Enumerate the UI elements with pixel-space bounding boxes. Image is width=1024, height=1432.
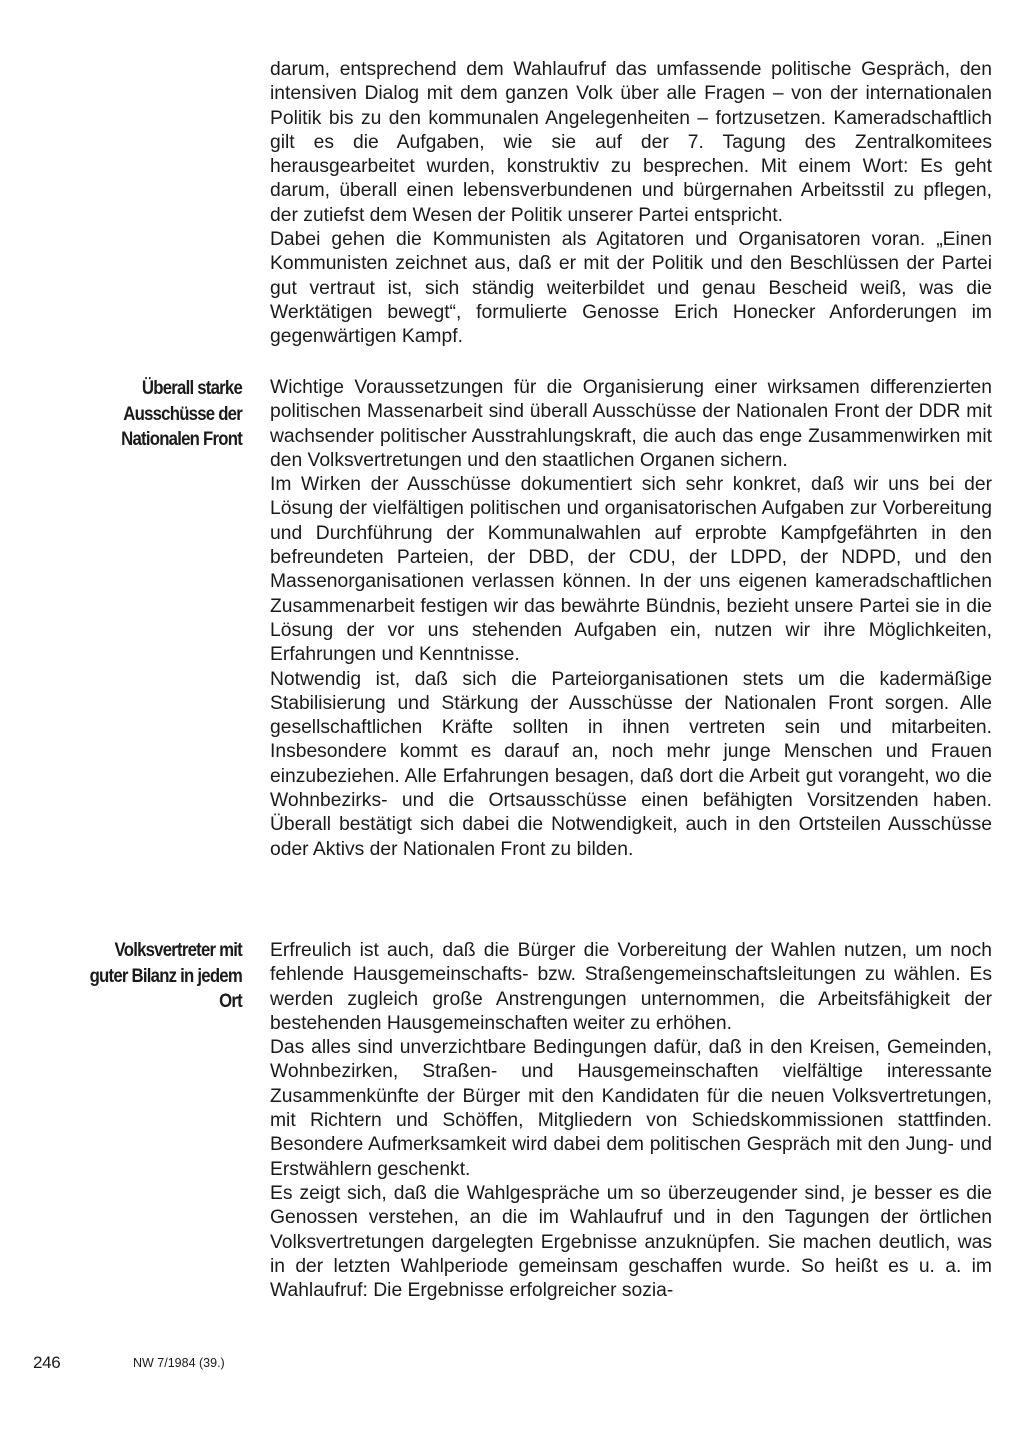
side-heading-nationale-front: Überall starke Ausschüsse der Nationalen Front	[121, 377, 242, 450]
paragraph: Das alles sind unverzichtbare Bedingungen dafür, daß in den Kreisen, Gemeinden, Wohnbezirken, Straßen- und Hausgemeinschaften vielfältige interessante Zusammenkünfte der Bürger mit den Kandidaten für die neuen Volksvertretungen, mit Richtern und Schöffen, Mitgliedern von Schiedskommissionen stattfinden. Besondere Aufmerksamkeit wird dabei dem politischen Gespräch mit den Jung- und Erstwählern geschenkt.	[270, 1037, 992, 1180]
text-block-ausschuesse	[270, 376, 992, 862]
paragraph: Im Wirken der Ausschüsse dokumentiert sich sehr konkret, daß wir uns bei der Lösung der vielfältigen politischen und organisatorischen Aufgaben zur Vorbereitung und Durchführung der Kommunalwahlen auf erprobte Kampfgefährten in den befreundeten Parteien, der DBD, der CDU, der LDPD, der NDPD, und den Massenorganisationen verlassen können. In der uns eigenen kameradschaftlichen Zusammenarbeit festigen wir das bewährte Bündnis, bezieht unsere Partei sie in die Lösung der vor uns stehenden Aufgaben ein, nutzen wir ihre Möglichkeiten, Erfahrungen und Kenntnisse.	[270, 474, 992, 666]
paragraph: Wichtige Voraussetzungen für die Organisierung einer wirksamen differenzierten politischen Massenarbeit sind überall Ausschüsse der Nationalen Front der DDR mit wachsender politischer Ausstrahlungskraft, die auch das enge Zusammenwirken mit den Volksvertretungen und den staatlichen Organen sichern.	[270, 377, 992, 471]
text-block-intro	[270, 58, 992, 350]
issue-reference: NW 7/1984 (39.)	[133, 1356, 225, 1370]
side-heading-volksvertreter: Volksvertreter mit guter Bilanz in jedem Ort	[89, 939, 242, 1012]
paragraph: Es zeigt sich, daß die Wahlgespräche um so überzeugender sind, je besser es die Genossen verstehen, an die im Wahlaufruf und in den Tagungen der örtlichen Volksvertretungen dargelegten Ergebnisse anzuknüpfen. Sie machen deutlich, was in der letzten Wahlperiode gemeinsam geschaffen wurde. So heißt es u. a. im Wahlaufruf: Die Ergebnisse erfolgreicher sozia-	[270, 1182, 992, 1302]
paragraph: darum, entsprechend dem Wahlaufruf das umfassende politische Gespräch, den intensiven Dialog mit dem ganzen Volk über alle Fragen – von der internationalen Politik bis zu den kommunalen Angelegenheiten – fortzusetzen. Kameradschaftlich gilt es die Aufgaben, wie sie auf der 7. Tagung des Zentralkomitees herausgearbeitet wurden, konstruktiv zu besprechen. Mit einem Wort: Es geht darum, überall einen lebensverbundenen und bürgernahen Arbeitsstil zu pflegen, der zutiefst dem Wesen der Politik unserer Partei entspricht.	[270, 59, 992, 226]
paragraph: Notwendig ist, daß sich die Parteiorganisationen stets um die kadermäßige Stabilisierung und Stärkung der Ausschüsse der Nationalen Front sorgen. Alle gesellschaftlichen Kräfte sollten in ihnen vertreten sein und mitarbeiten. Insbesondere kommt es darauf an, noch mehr junge Menschen und Frauen einzubeziehen. Alle Erfahrungen besagen, daß dort die Arbeit gut vorangeht, wo die Wohnbezirks- und die Ortsausschüsse einen befähigten Vorsitzenden haben. Überall bestätigt sich dabei die Notwendigkeit, auch in den Ortsteilen Ausschüsse oder Aktivs der Nationalen Front zu bilden.	[270, 668, 992, 860]
text-block-volksvertreter	[270, 939, 992, 1303]
paragraph: Dabei gehen die Kommunisten als Agitatoren und Organisatoren voran. „Einen Kommunisten zeichnet aus, daß er mit der Politik und den Beschlüssen der Partei gut vertraut ist, sich ständig weiterbildet und genau Bescheid weiß, was die Werktätigen bewegt“, formulierte Genosse Erich Honecker Anforderungen im gegenwärtigen Kampf.	[270, 229, 992, 348]
paragraph: Erfreulich ist auch, daß die Bürger die Vorbereitung der Wahlen nutzen, um noch fehlende Hausgemeinschafts- bzw. Straßengemeinschaftsleitungen zu wählen. Es werden zugleich große Anstrengungen unternommen, die Arbeitsfähigkeit der bestehenden Hausgemeinschaften weiter zu erhöhen.	[270, 940, 992, 1034]
page-number: 246	[33, 1353, 61, 1372]
